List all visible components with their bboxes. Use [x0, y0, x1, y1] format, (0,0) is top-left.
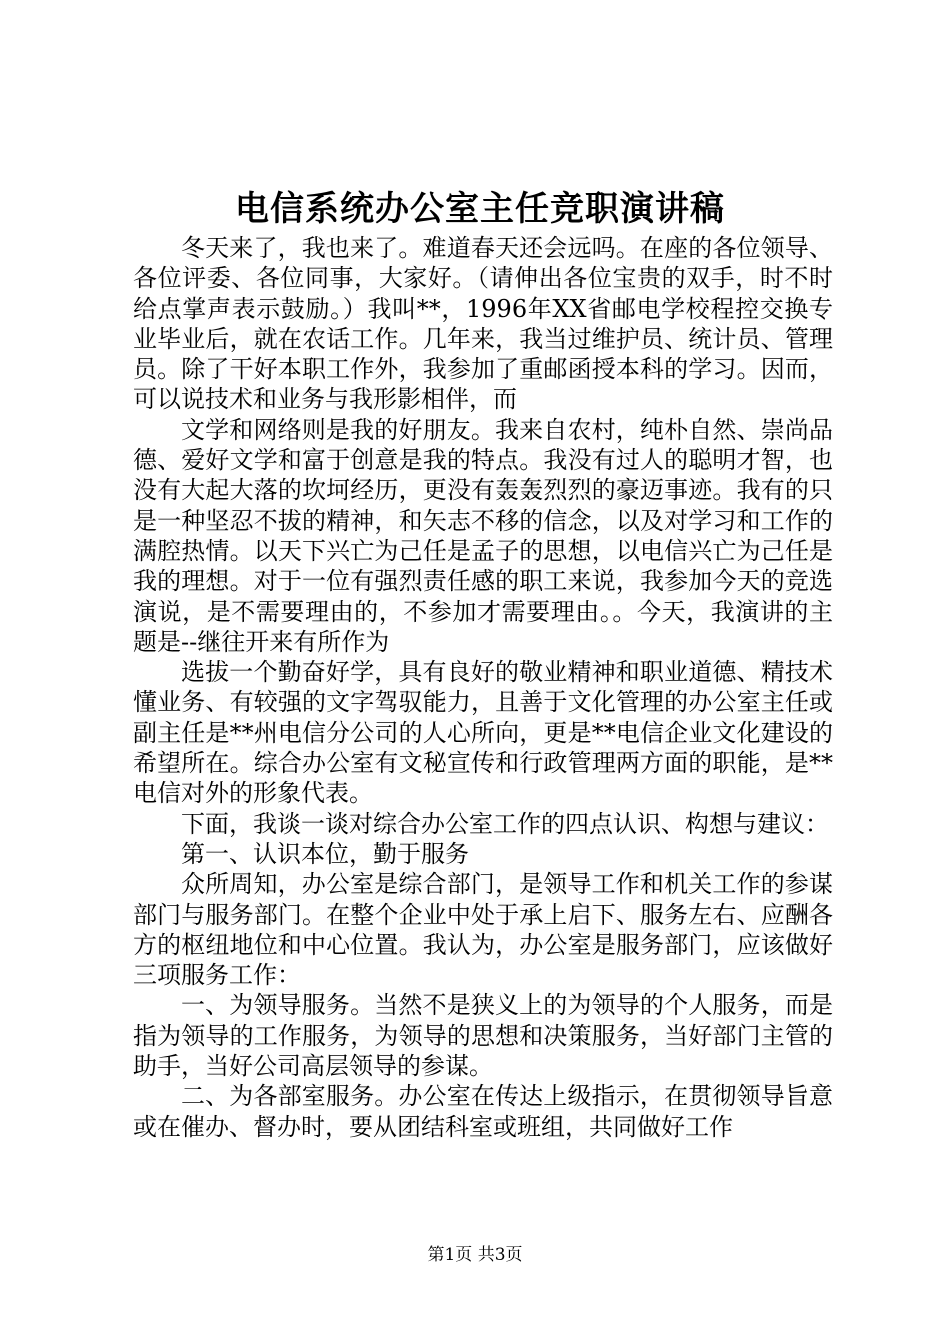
page-footer: 第1页 共3页	[427, 1245, 523, 1265]
document-title: 电信系统办公室主任竞职演讲稿	[235, 189, 725, 229]
paragraph: 下面，我谈一谈对综合办公室工作的四点认识、构想与建议：	[181, 809, 829, 838]
paragraph: 众所周知，办公室是综合部门，是领导工作和机关工作的参谋部门与服务部门。在整个企业中处于承上启下、服务左右、应酬各方的枢纽地位和中心位置。我认为，办公室是服务部门，应该做好三项服务工作：	[133, 870, 833, 990]
paragraph: 选拔一个勤奋好学，具有良好的敬业精神和职业道德、精技术懂业务、有较强的文字驾驭能力，且善于文化管理的办公室主任或副主任是**州电信分公司的人心所向，更是**电信企业文化建设的希望所在。综合办公室有文秘宣传和行政管理两方面的职能，是**电信对外的形象代表。	[133, 658, 833, 808]
document-body	[133, 233, 833, 1142]
paragraph: 一、为领导服务。当然不是狭义上的为领导的个人服务，而是指为领导的工作服务，为领导的思想和决策服务，当好部门主管的助手，当好公司高层领导的参谋。	[133, 991, 833, 1081]
paragraph: 二、为各部室服务。办公室在传达上级指示，在贯彻领导旨意或在催办、督办时，要从团结科室或班组，共同做好工作	[133, 1082, 833, 1141]
paragraph: 冬天来了，我也来了。难道春天还会远吗。在座的各位领导、各位评委、各位同事，大家好。（请伸出各位宝贵的双手，时不时给点掌声表示鼓励。）我叫**，1996年XX省邮电学校程控交换专业毕业后，就在农话工作。几年来，我当过维护员、统计员、管理员。除了干好本职工作外，我参加了重邮函授本科的学习。因而，可以说技术和业务与我形影相伴，而	[133, 234, 833, 414]
paragraph: 文学和网络则是我的好朋友。我来自农村，纯朴自然、崇尚品德、爱好文学和富于创意是我的特点。我没有过人的聪明才智，也没有大起大落的坎坷经历，更没有轰轰烈烈的豪迈事迹。我有的只是一种坚忍不拔的精神，和矢志不移的信念，以及对学习和工作的满腔热情。以天下兴亡为己任是孟子的思想，以电信兴亡为己任是我的理想。对于一位有强烈责任感的职工来说，我参加今天的竞选演说，是不需要理由的，不参加才需要理由。。今天，我演讲的主题是--继往开来有所作为	[133, 415, 833, 656]
section-heading: 第一、认识本位，勤于服务	[181, 839, 469, 868]
